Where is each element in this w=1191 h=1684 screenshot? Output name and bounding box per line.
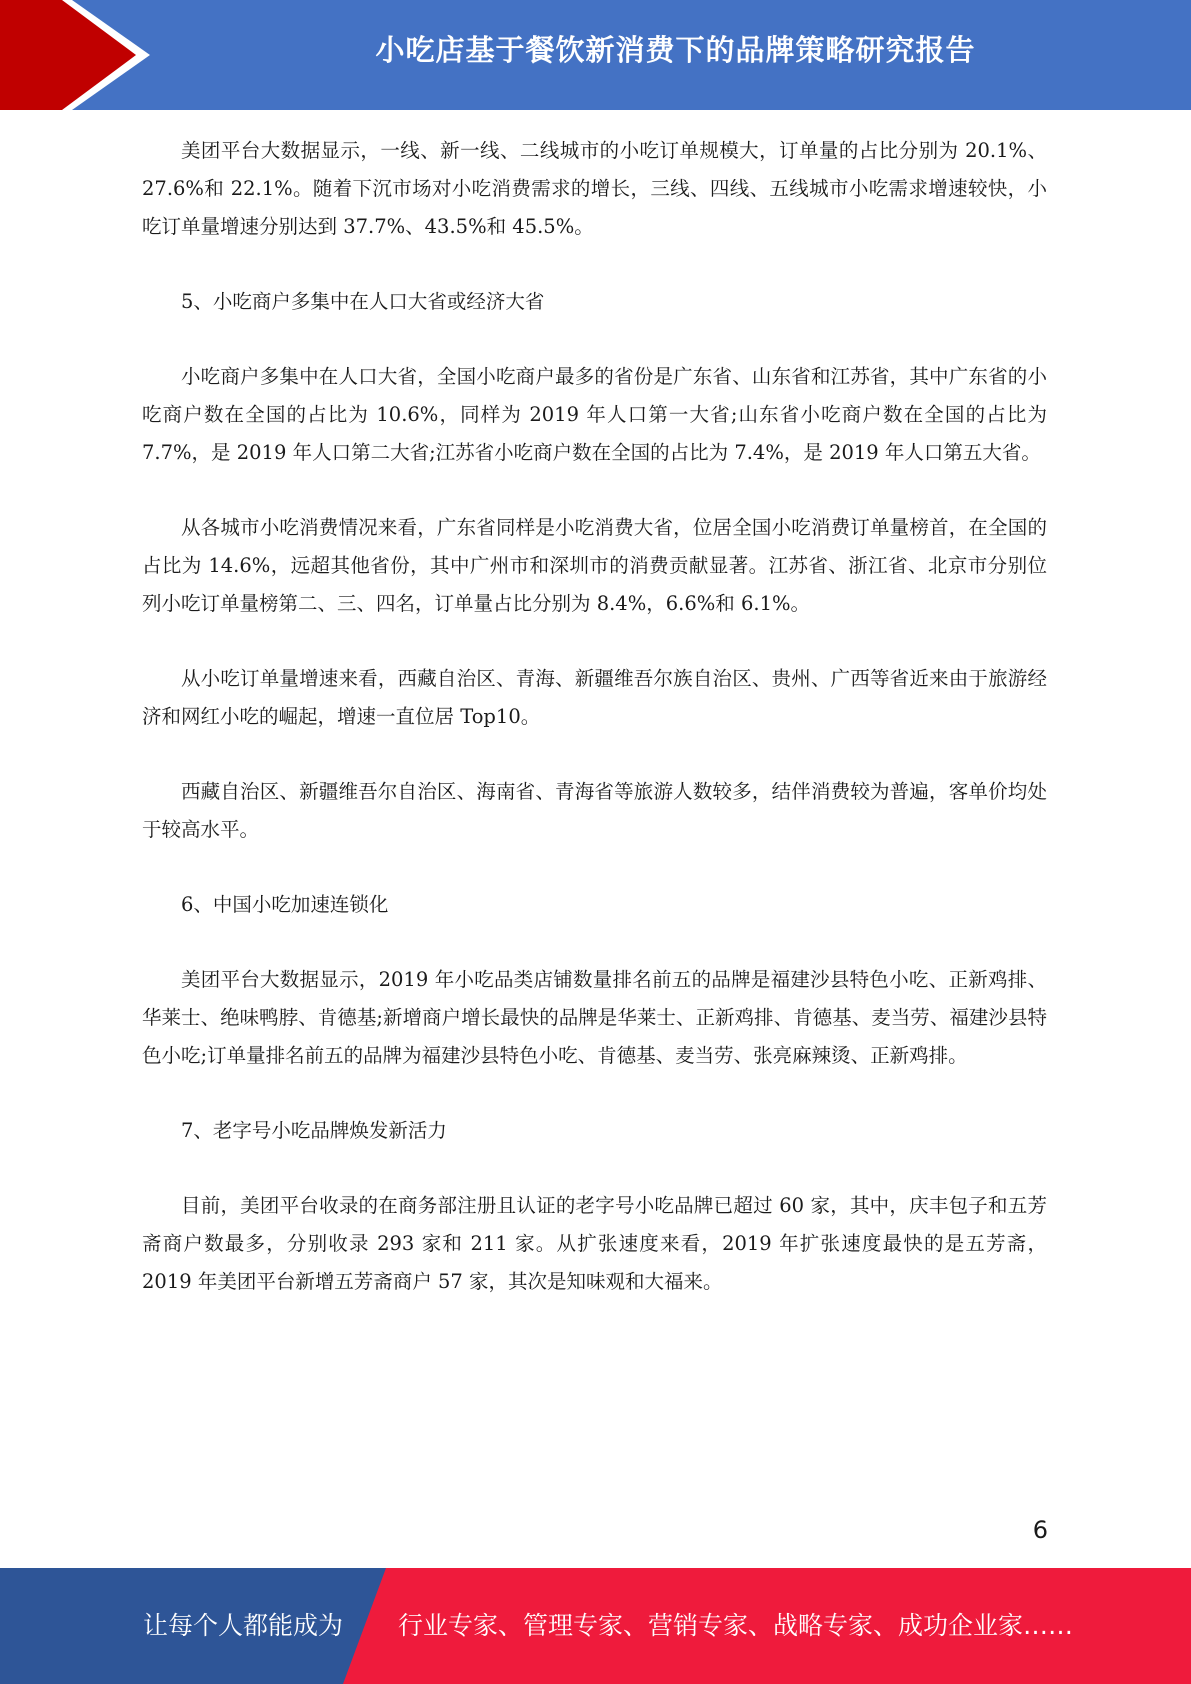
footer-slogan-right: 行业专家、管理专家、营销专家、战略专家、成功企业家…… bbox=[398, 1611, 1074, 1640]
paragraph-order-growth: 从小吃订单量增速来看，西藏自治区、青海、新疆维吾尔族自治区、贵州、广西等省近来由于旅游经济和网红小吃的崛起，增速一直位居 Top10。 bbox=[142, 667, 1047, 728]
paragraph-chain-brands: 美团平台大数据显示，2019 年小吃品类店铺数量排名前五的品牌是福建沙县特色小吃、正新鸡排、华莱士、绝味鸭脖、肯德基;新增商户增长最快的品牌是华莱士、正新鸡排、肯德基、麦当劳、福建沙县特色小吃;订单量排名前五的品牌为福建沙县特色小吃、肯德基、麦当劳、张亮麻辣烫、正新鸡排。 bbox=[142, 968, 1047, 1067]
document-body bbox=[142, 132, 1047, 1338]
section-heading-7: 7、老字号小吃品牌焕发新活力 bbox=[181, 1119, 447, 1142]
paragraph-tourism-spending: 西藏自治区、新疆维吾尔自治区、海南省、青海省等旅游人数较多，结伴消费较为普遍，客单价均处于较高水平。 bbox=[142, 780, 1047, 841]
section-heading-5: 5、小吃商户多集中在人口大省或经济大省 bbox=[181, 290, 545, 313]
page-number: 6 bbox=[1032, 1516, 1048, 1544]
paragraph-city-consumption: 从各城市小吃消费情况来看，广东省同样是小吃消费大省，位居全国小吃消费订单量榜首，在全国的占比为 14.6%，远超其他省份，其中广州市和深圳市的消费贡献显著。江苏省、浙江省、北京市分别位列小吃订单量榜第二、三、四名，订单量占比分别为 8.4%，6.6%和 6.1%。 bbox=[142, 516, 1047, 615]
paragraph-city-orders: 美团平台大数据显示，一线、新一线、二线城市的小吃订单规模大，订单量的占比分别为 20.1%、27.6%和 22.1%。随着下沉市场对小吃消费需求的增长，三线、四线、五线城市小吃需求增速较快，小吃订单量增速分别达到 37.7%、43.5%和 45.5%。 bbox=[142, 139, 1047, 238]
section-heading-6: 6、中国小吃加速连锁化 bbox=[181, 893, 389, 916]
report-title: 小吃店基于餐饮新消费下的品牌策略研究报告 bbox=[375, 33, 976, 67]
footer-slogan-left: 让每个人都能成为 bbox=[143, 1611, 344, 1640]
paragraph-merchant-provinces: 小吃商户多集中在人口大省，全国小吃商户最多的省份是广东省、山东省和江苏省，其中广东省的小吃商户数在全国的占比为 10.6%，同样为 2019 年人口第一大省;山东省小吃商户数在全国的占比为 7.7%，是 2019 年人口第二大省;江苏省小吃商户数在全国的占比为 7.4%，是 2019 年人口第五大省。 bbox=[142, 365, 1047, 464]
page-header bbox=[0, 0, 1191, 110]
header-arrow-icon bbox=[0, 0, 160, 110]
paragraph-heritage-brands: 目前，美团平台收录的在商务部注册且认证的老字号小吃品牌已超过 60 家，其中，庆丰包子和五芳斋商户数最多，分别收录 293 家和 211 家。从扩张速度来看，2019 年扩张速度最快的是五芳斋，2019 年美团平台新增五芳斋商户 57 家，其次是知味观和大福来。 bbox=[142, 1194, 1047, 1293]
page-footer bbox=[0, 1568, 1191, 1684]
header-arrow-red bbox=[0, 0, 136, 110]
